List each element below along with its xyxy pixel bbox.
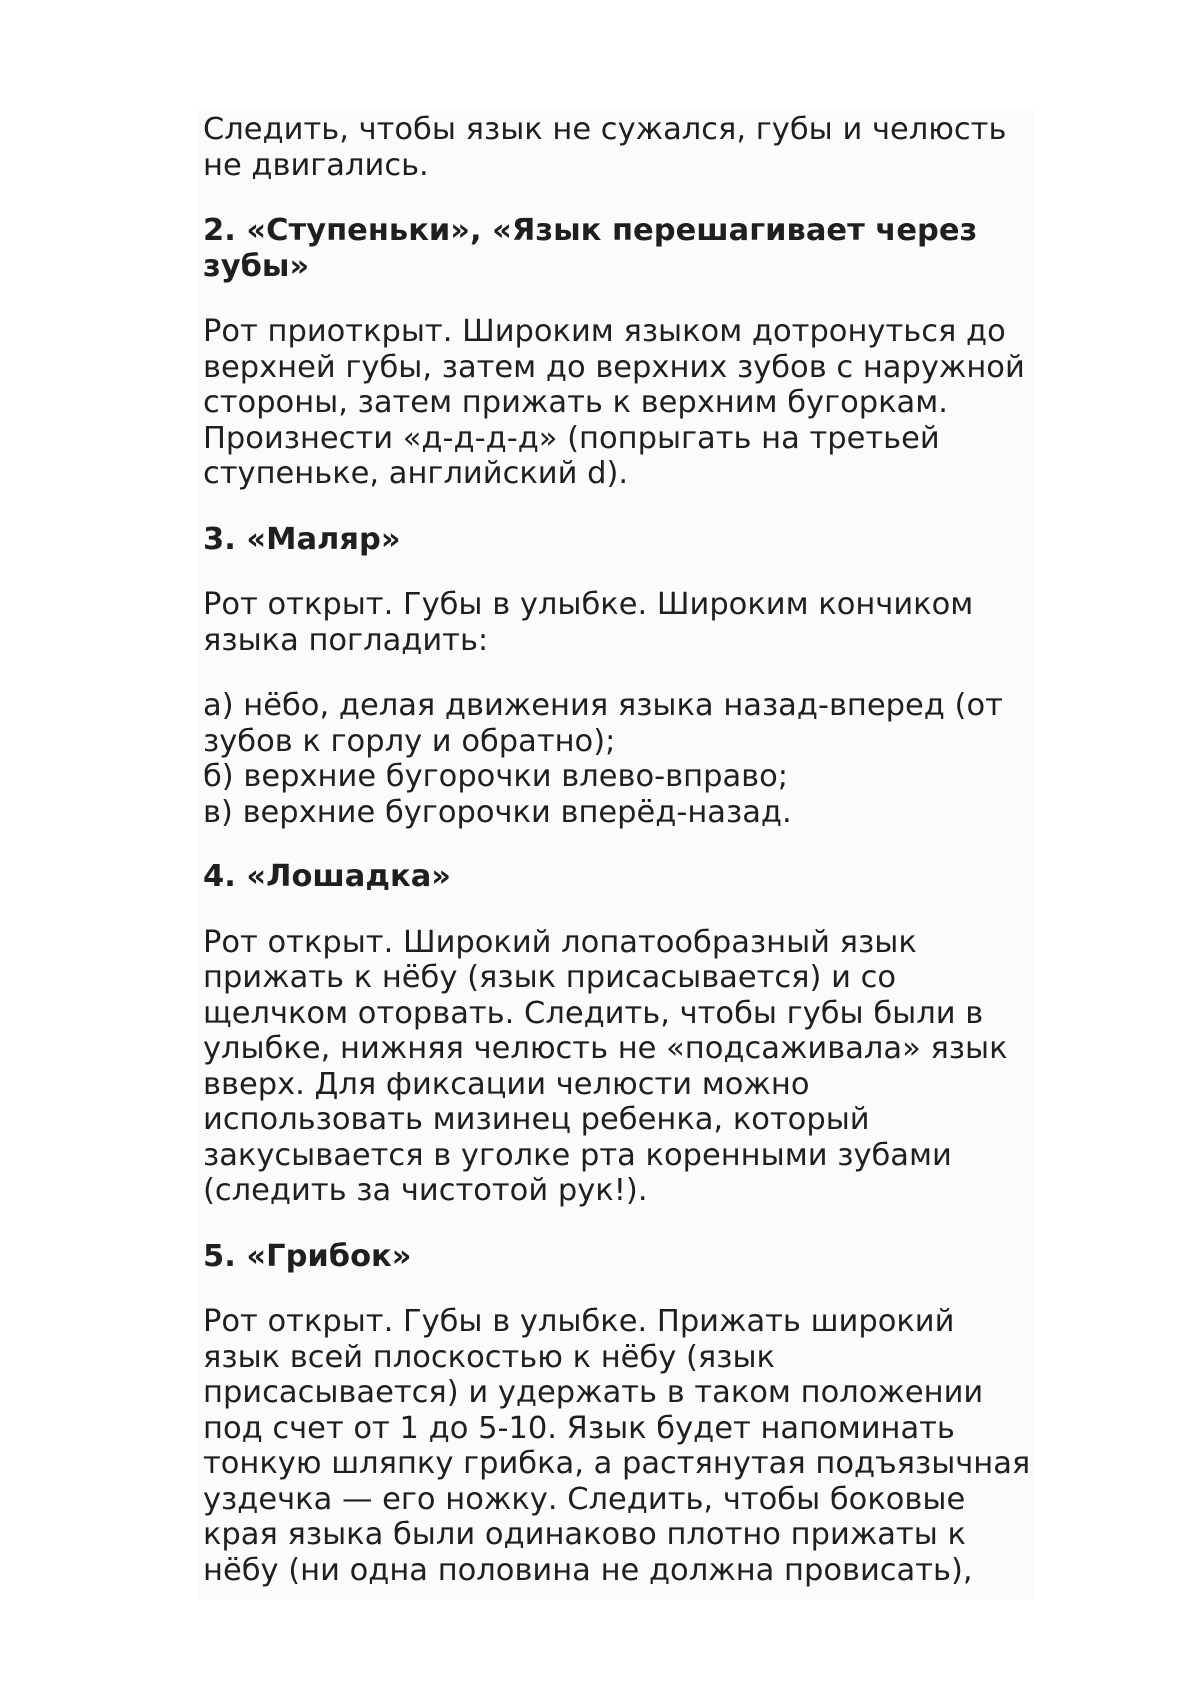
heading-exercise-4: 4. «Лошадка» [203,859,452,894]
paragraph-exercise-3-intro: Рот открыт. Губы в улыбке. Широким кончиком языка погладить: [203,587,974,658]
document-body [203,112,1043,1588]
heading-exercise-5: 5. «Грибок» [203,1238,412,1274]
paragraph-exercise-4: Рот открыт. Широкий лопатообразный язык прижать к нёбу (язык присасывается) и со щелчком оторвать. Следить, чтобы губы были в улыбке, нижняя челюсть не «подсаживала» язык вверх. Для фиксации челюсти можно использовать мизинец ребенка, который закусывается в уголке рта коренными зубами (следить за чистотой рук!). [203,924,1008,1208]
heading-exercise-3: 3. «Маляр» [203,521,401,557]
paragraph-intro: Следить, чтобы язык не сужался, губы и челюсть не двигались. [203,112,1007,183]
paragraph-exercise-3-list: а) нёбо, делая движения языка назад-вперед (от зубов к горлу и обратно); б) верхние бугорочки влево-вправо; в) верхние бугорочки вперёд-назад. [203,688,1003,830]
paragraph-exercise-5: Рот открыт. Губы в улыбке. Прижать широкий язык всей плоскостью к нёбу (язык присасывается) и удержать в таком положении под счет от 1 до 5-10. Язык будет напоминать тонкую шляпку грибка, а растянутая подъязычная уздечка — его ножку. Следить, чтобы боковые края языка были одинаково плотно прижаты к нёбу (ни одна половина не должна провисать), [203,1304,1031,1588]
paragraph-exercise-2: Рот приоткрыт. Широким языком дотронуться до верхней губы, затем до верхних зубов с наружной стороны, затем прижать к верхним бугоркам. Произнести «д-д-д-д» (попрыгать на третьей ступеньке, английский d). [203,314,1025,491]
heading-exercise-2: 2. «Ступеньки», «Язык перешагивает через зубы» [203,213,978,284]
